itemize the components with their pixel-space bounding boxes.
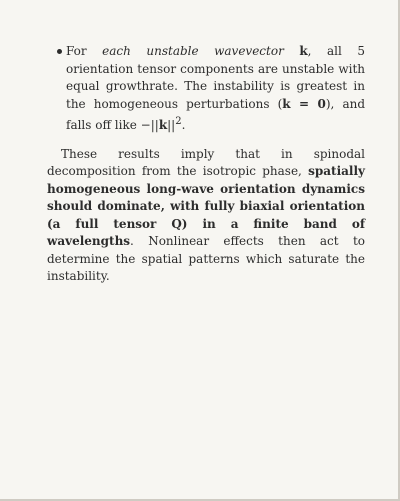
para-text-2: . Nonlinear effects then act to determine the spatial patterns which saturate the instability. <box>47 234 365 283</box>
bullet-text-1: For <box>66 44 103 58</box>
bullet-item <box>47 43 365 135</box>
bullet-text-4: || <box>167 118 176 132</box>
bullet-exponent: 2 <box>175 116 182 127</box>
bullet-text-2: , all 5 orientation tensor components are unstable with equal growthrate. The instability is greatest in the homogeneous perturbations ( <box>66 44 365 111</box>
text-block <box>47 43 365 286</box>
bullet-text-3: ), and falls off like −|| <box>66 96 366 132</box>
bullet-k-vector: k <box>299 44 308 58</box>
bullet-text-5: . <box>181 118 186 132</box>
para-text-1: These results imply that in spinodal decomposition from the isotropic phase, <box>47 146 365 178</box>
bullet-icon <box>57 49 62 54</box>
bullet-italic-phrase: each unstable wavevector <box>102 44 284 58</box>
body-paragraph <box>47 146 365 286</box>
para-bold-conclusion: spatially homogeneous long-wave orientation dynamics should dominate, with fully biaxial orientation (a full tensor Q) in a finite band of wavelengths <box>47 164 365 248</box>
bullet-k-norm: k <box>158 118 168 132</box>
bullet-k-zero: k = 0 <box>282 96 326 111</box>
